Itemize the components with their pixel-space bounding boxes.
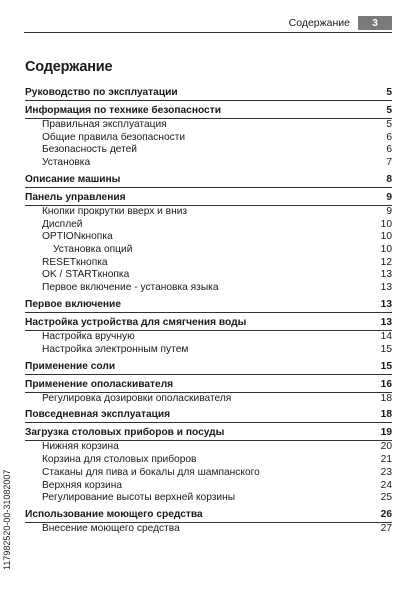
toc-entry-page: 5: [386, 105, 392, 117]
document-title: Содержание: [25, 59, 113, 75]
toc-entry-page: 15: [380, 360, 392, 372]
toc-entry-title: OK / STARTкнопка: [42, 269, 130, 281]
toc-entry-page: 21: [380, 454, 392, 466]
toc-entry-page: 8: [386, 173, 392, 185]
toc-entry-page: 16: [380, 378, 392, 390]
toc-entry-title: Использование моющего средства: [25, 509, 203, 520]
toc-entry-page: 14: [380, 331, 392, 343]
toc-entry[interactable]: [25, 454, 392, 467]
page-header: [289, 16, 392, 30]
toc-entry-page: 27: [380, 523, 392, 534]
toc-entry[interactable]: [25, 157, 392, 170]
toc-section-entry[interactable]: [25, 361, 392, 375]
toc-entry[interactable]: [25, 144, 392, 157]
toc-entry-title: Нижняя корзина: [42, 441, 119, 453]
toc-entry[interactable]: [25, 244, 392, 257]
toc-entry-title: OPTIONкнопка: [42, 231, 113, 243]
toc-section-entry[interactable]: [25, 409, 392, 423]
toc-entry[interactable]: [25, 257, 392, 270]
toc-entry-page: 5: [386, 87, 392, 98]
toc-entry[interactable]: [25, 492, 392, 505]
table-of-contents: [25, 87, 392, 536]
toc-entry-page: 25: [380, 492, 392, 504]
toc-section-entry[interactable]: [25, 299, 392, 313]
toc-entry-page: 13: [380, 298, 392, 310]
toc-section-entry[interactable]: [25, 174, 392, 188]
toc-section-entry[interactable]: [25, 192, 392, 206]
toc-entry-page: 13: [380, 317, 392, 329]
toc-entry-title: Описание машины: [25, 173, 121, 185]
toc-section-entry[interactable]: [25, 105, 392, 119]
toc-entry-title: Дисплей: [42, 218, 83, 230]
toc-entry[interactable]: [25, 231, 392, 244]
toc-entry-title: Кнопки прокрутки вверх и вниз: [42, 206, 188, 218]
toc-entry-page: 24: [380, 479, 392, 491]
toc-entry[interactable]: [25, 119, 392, 132]
toc-entry-page: 6: [386, 144, 392, 156]
toc-entry-title: Внесение моющего средства: [42, 523, 180, 534]
toc-entry-title: Загрузка столовых приборов и посуды: [25, 427, 225, 439]
toc-entry-title: Установка: [42, 157, 91, 169]
toc-entry-page: 9: [386, 192, 392, 204]
toc-entry[interactable]: [25, 132, 392, 145]
toc-entry[interactable]: [25, 523, 392, 536]
toc-entry-page: 26: [380, 509, 392, 520]
toc-section-entry[interactable]: [25, 509, 392, 523]
toc-entry-title: Панель управления: [25, 192, 126, 204]
side-document-code: 117982520-00-31082007: [2, 469, 12, 570]
toc-entry-title: Настройка вручную: [42, 331, 135, 343]
toc-entry-title: Повседневная эксплуатация: [25, 409, 171, 421]
toc-entry-title: Регулирование высоты верхней корзины: [42, 492, 236, 504]
toc-entry-page: 12: [380, 256, 392, 268]
toc-entry-page: 9: [386, 206, 392, 218]
toc-entry-title: Настройка устройства для смягчения воды: [25, 317, 247, 329]
toc-entry-title: Применение соли: [25, 360, 116, 372]
header-divider: [24, 32, 392, 33]
toc-entry-page: 15: [380, 343, 392, 355]
toc-section-entry[interactable]: [25, 379, 392, 393]
toc-entry-page: 10: [380, 231, 392, 243]
toc-entry-page: 10: [380, 218, 392, 230]
toc-entry[interactable]: [25, 344, 392, 357]
toc-entry[interactable]: [25, 480, 392, 493]
toc-entry-title: Установка опций: [53, 244, 133, 256]
toc-section-entry[interactable]: [25, 87, 392, 101]
toc-entry[interactable]: [25, 393, 392, 406]
toc-entry-title: Правильная эксплуатация: [42, 119, 167, 131]
toc-section-entry[interactable]: [25, 427, 392, 441]
toc-entry[interactable]: [25, 219, 392, 232]
toc-entry-page: 20: [380, 441, 392, 453]
toc-entry-title: Регулировка дозировки ополаскивателя: [42, 392, 232, 404]
toc-entry-page: 19: [380, 427, 392, 439]
toc-entry-page: 23: [380, 466, 392, 478]
toc-entry-title: Информация по технике безопасности: [25, 105, 221, 117]
toc-entry-page: 7: [386, 157, 392, 169]
toc-entry-title: Безопасность детей: [42, 144, 137, 156]
toc-entry-page: 18: [380, 392, 392, 404]
toc-entry-title: Общие правила безопасности: [42, 131, 186, 143]
toc-entry-title: Настройка электронным путем: [42, 343, 189, 355]
toc-entry-page: 5: [386, 119, 392, 131]
toc-entry-title: Первое включение - установка языка: [42, 282, 219, 294]
toc-entry-page: 18: [380, 409, 392, 421]
toc-entry-title: Корзина для столовых приборов: [42, 454, 197, 466]
toc-entry-title: Применение ополаскивателя: [25, 378, 174, 390]
toc-entry[interactable]: [25, 467, 392, 480]
toc-entry-title: Верхняя корзина: [42, 479, 123, 491]
toc-entry[interactable]: [25, 441, 392, 454]
toc-entry[interactable]: [25, 331, 392, 344]
toc-entry-page: 13: [380, 282, 392, 294]
toc-entry-title: Стаканы для пива и бокалы для шампанского: [42, 466, 260, 478]
toc-entry-title: Первое включение: [25, 298, 121, 310]
toc-entry[interactable]: [25, 282, 392, 295]
header-title: Содержание: [288, 17, 350, 29]
toc-entry-page: 13: [380, 269, 392, 281]
toc-entry[interactable]: [25, 206, 392, 219]
toc-entry-page: 10: [380, 244, 392, 256]
toc-entry[interactable]: [25, 269, 392, 282]
toc-entry-title: Руководство по эксплуатации: [25, 87, 178, 98]
toc-section-entry[interactable]: [25, 317, 392, 331]
page-number-badge: 3: [358, 16, 392, 30]
toc-entry-title: RESETкнопка: [42, 256, 108, 268]
toc-entry-page: 6: [386, 131, 392, 143]
